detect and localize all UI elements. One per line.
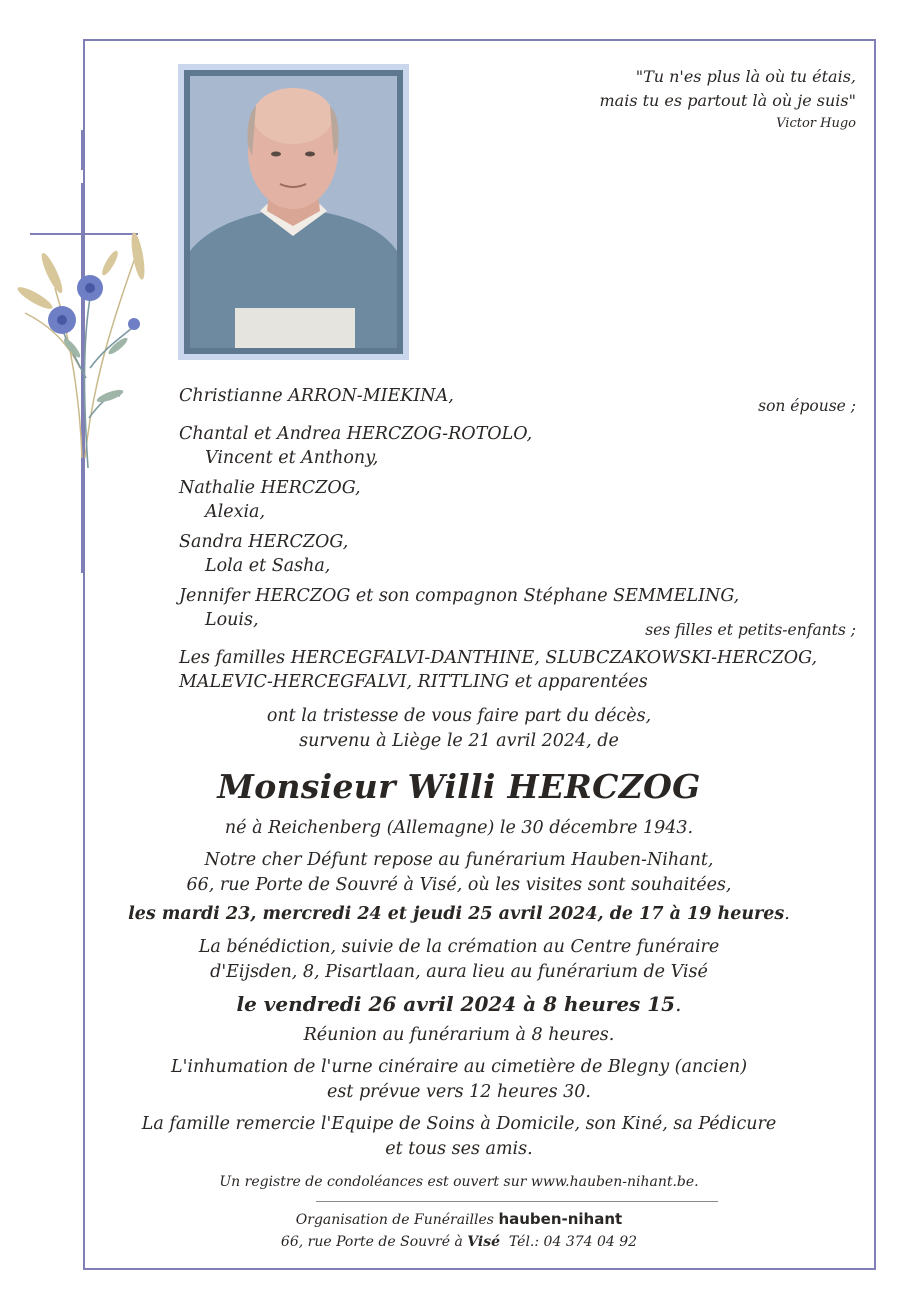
organizer-address bbox=[0, 1234, 918, 1250]
spouse-role: son épouse ; bbox=[758, 397, 856, 415]
visits-dates: les mardi 23, mercredi 24 et jeudi 25 avril 2024, de 17 à 19 heures bbox=[128, 904, 785, 924]
hauben-nihant-logo: hauben-nihant bbox=[498, 1210, 623, 1228]
burial-line-1: L'inhumation de l'urne cinéraire au cimetière de Blegny (ancien) bbox=[170, 1057, 748, 1077]
ceremony-line bbox=[0, 992, 918, 1016]
portrait-photo bbox=[190, 76, 397, 348]
burial-line-2: est prévue vers 12 heures 30. bbox=[327, 1082, 591, 1102]
families-line-2: MALEVIC-HERCEGFALVI, RITTLING et apparentées bbox=[179, 672, 648, 692]
address-city: Visé bbox=[467, 1234, 501, 1250]
blessing-line-1: La bénédiction, suivie de la crémation au Centre funéraire bbox=[198, 937, 720, 957]
deceased-name: Monsieur Willi HERCZOG bbox=[217, 767, 701, 806]
ceremony-end: . bbox=[675, 992, 682, 1016]
thanks-line-1: La famille remercie l'Equipe de Soins à Domicile, son Kiné, sa Pédicure bbox=[141, 1114, 777, 1134]
condolence-register: Un registre de condoléances est ouvert sur www.hauben-nihant.be. bbox=[219, 1174, 699, 1190]
family-grandchildren-2: Alexia, bbox=[205, 502, 266, 522]
children-role: ses filles et petits-enfants ; bbox=[645, 621, 856, 639]
family-daughter-1: Chantal et Andrea HERCZOG-ROTOLO, bbox=[179, 424, 533, 444]
quote-line-2: mais tu es partout là où je suis" bbox=[599, 91, 856, 110]
family-daughter-2: Nathalie HERCZOG, bbox=[179, 478, 361, 498]
rest-line-2: 66, rue Porte de Souvré à Visé, où les visites sont souhaitées, bbox=[186, 875, 732, 895]
cornflower-wheat-icon bbox=[10, 228, 160, 478]
birth-info: né à Reichenberg (Allemagne) le 30 décembre 1943. bbox=[224, 818, 694, 838]
announcement-line-1: ont la tristesse de vous faire part du décès, bbox=[266, 706, 652, 726]
visits-end: . bbox=[784, 904, 790, 924]
family-grandchildren-3: Lola et Sasha, bbox=[205, 556, 331, 576]
blessing-line-2: d'Eijsden, 8, Pisartlaan, aura lieu au funérarium de Visé bbox=[210, 962, 708, 982]
quote-line-1: "Tu n'es plus là où tu étais, bbox=[635, 67, 856, 86]
organizer-line bbox=[0, 1210, 918, 1228]
cross-icon bbox=[81, 130, 83, 170]
organizer-prefix: Organisation de Funérailles bbox=[295, 1212, 494, 1228]
address-prefix: 66, rue Porte de Souvré à bbox=[280, 1234, 463, 1250]
family-grandchildren-4: Louis, bbox=[205, 610, 259, 630]
quote-block bbox=[599, 65, 856, 135]
thanks-line-2: et tous ses amis. bbox=[385, 1139, 533, 1159]
family-daughter-4: Jennifer HERCZOG et son compagnon Stéphane SEMMELING, bbox=[179, 586, 740, 606]
organizer-phone: Tél.: 04 374 04 92 bbox=[508, 1234, 638, 1250]
portrait-frame bbox=[178, 64, 409, 360]
quote-author: Victor Hugo bbox=[776, 116, 856, 131]
ceremony-date: le vendredi 26 avril 2024 à 8 heures 15 bbox=[236, 992, 676, 1016]
meeting-info: Réunion au funérarium à 8 heures. bbox=[303, 1025, 615, 1045]
family-daughter-3: Sandra HERCZOG, bbox=[179, 532, 349, 552]
footer-divider bbox=[316, 1201, 718, 1202]
family-spouse: Christianne ARRON-MIEKINA, bbox=[179, 386, 454, 406]
rest-line-1: Notre cher Défunt repose au funérarium Hauben-Nihant, bbox=[204, 850, 714, 870]
families-line-1: Les familles HERCEGFALVI-DANTHINE, SLUBCZAKOWSKI-HERCZOG, bbox=[179, 648, 818, 668]
family-grandchildren-1: Vincent et Anthony, bbox=[205, 448, 379, 468]
visits-line bbox=[0, 904, 918, 924]
announcement-line-2: survenu à Liège le 21 avril 2024, de bbox=[299, 731, 619, 751]
